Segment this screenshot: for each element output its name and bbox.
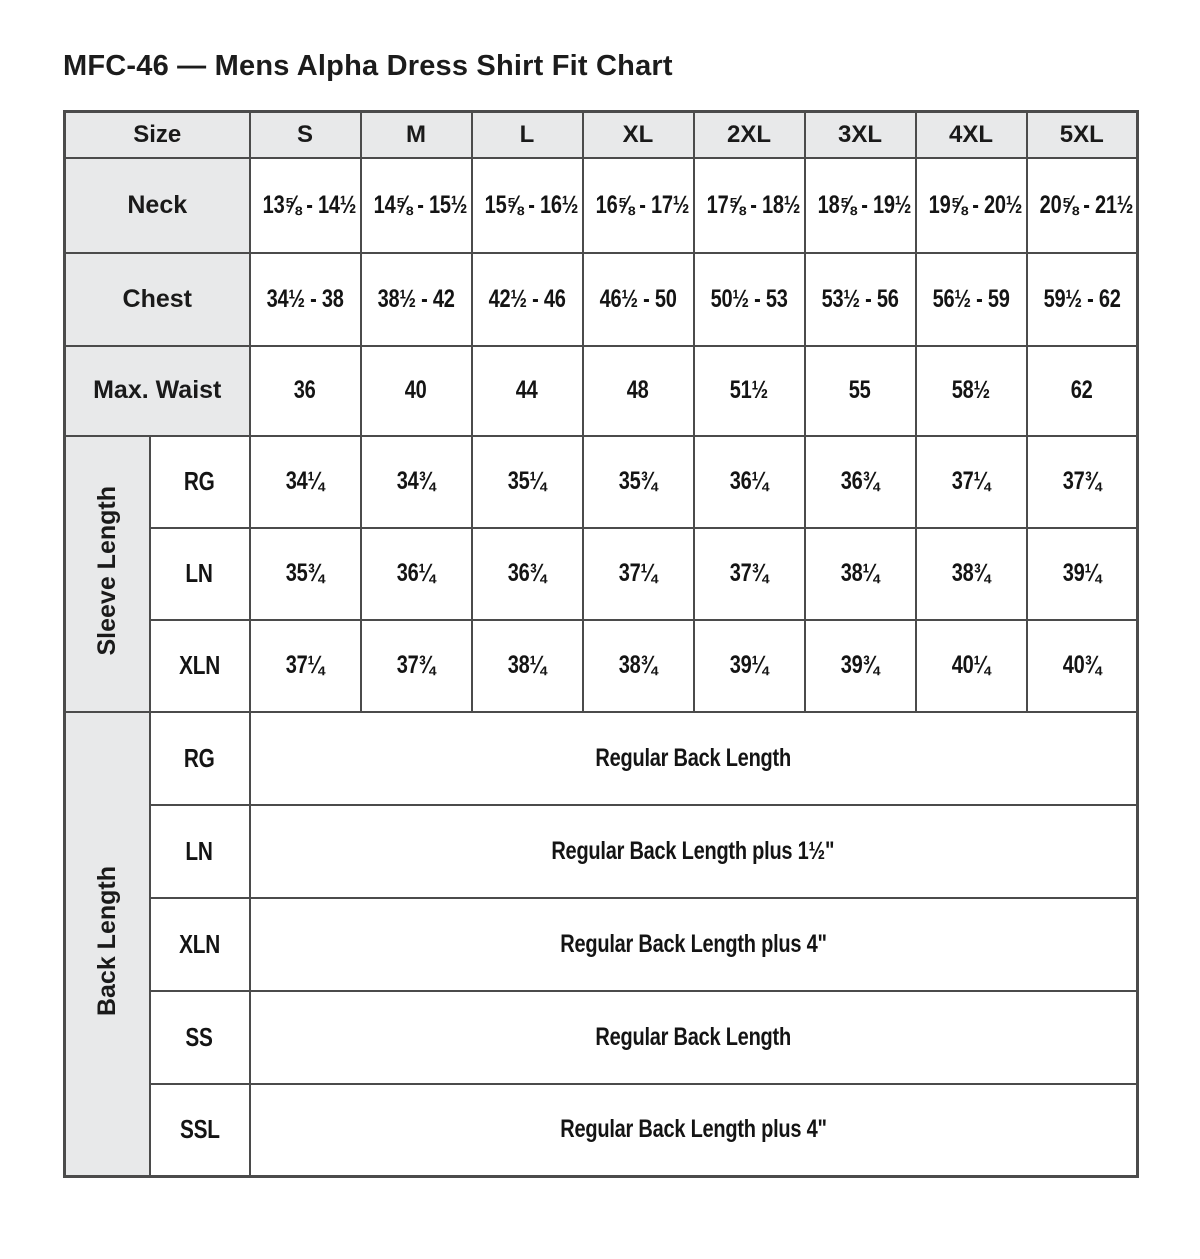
back-length-label-cell: [65, 712, 150, 1177]
sleeve-rg-value: 35¾: [583, 436, 694, 528]
sleeve-rg-value: 37¼: [916, 436, 1027, 528]
sleeve-xln-value: 37¾: [361, 620, 472, 712]
back-ln-text: Regular Back Length plus 1½": [250, 805, 1138, 898]
max-waist-value: 55: [805, 346, 916, 436]
sleeve-row-code: LN: [150, 528, 250, 620]
sleeve-ln-value: 37¾: [694, 528, 805, 620]
back-ss-row: [65, 991, 1138, 1084]
chest-value: 59½ - 62: [1027, 253, 1138, 346]
neck-value: 18⅝ - 19½: [805, 158, 916, 253]
neck-label: Neck: [65, 158, 250, 253]
sleeve-row-code: XLN: [150, 620, 250, 712]
sleeve-xln-value: 38¾: [583, 620, 694, 712]
header-row: [65, 112, 1138, 158]
back-ssl-row: [65, 1084, 1138, 1177]
chest-value: 46½ - 50: [583, 253, 694, 346]
back-row-code: LN: [150, 805, 250, 898]
sleeve-xln-value: 38¼: [472, 620, 583, 712]
sleeve-rg-row: [65, 436, 1138, 528]
sleeve-ln-value: 37¼: [583, 528, 694, 620]
sleeve-xln-value: 37¼: [250, 620, 361, 712]
max-waist-label: Max. Waist: [65, 346, 250, 436]
back-xln-text: Regular Back Length plus 4": [250, 898, 1138, 991]
sleeve-rg-value: 35¼: [472, 436, 583, 528]
chest-value: 56½ - 59: [916, 253, 1027, 346]
sleeve-rg-value: 34¼: [250, 436, 361, 528]
back-length-label: Back Length: [92, 866, 121, 1017]
max-waist-value: 62: [1027, 346, 1138, 436]
back-rg-text: Regular Back Length: [250, 712, 1138, 805]
size-col-header: 5XL: [1027, 112, 1138, 158]
sleeve-rg-value: 36¾: [805, 436, 916, 528]
sleeve-ln-value: 35¾: [250, 528, 361, 620]
sleeve-rg-value: 37¾: [1027, 436, 1138, 528]
neck-value: 17⅝ - 18½: [694, 158, 805, 253]
sleeve-xln-value: 39¾: [805, 620, 916, 712]
back-row-code: SS: [150, 991, 250, 1084]
chest-value: 53½ - 56: [805, 253, 916, 346]
sleeve-ln-value: 36¼: [361, 528, 472, 620]
neck-value: 15⅝ - 16½: [472, 158, 583, 253]
max-waist-value: 36: [250, 346, 361, 436]
back-row-code: RG: [150, 712, 250, 805]
size-col-header: S: [250, 112, 361, 158]
back-ln-row: [65, 805, 1138, 898]
max-waist-value: 48: [583, 346, 694, 436]
sleeve-length-label: Sleeve Length: [92, 486, 121, 656]
neck-value: 14⅝ - 15½: [361, 158, 472, 253]
sleeve-rg-value: 36¼: [694, 436, 805, 528]
back-ssl-text: Regular Back Length plus 4": [250, 1084, 1138, 1177]
page-title: MFC-46 — Mens Alpha Dress Shirt Fit Chart: [63, 50, 673, 82]
back-ss-text: Regular Back Length: [250, 991, 1138, 1084]
back-rg-row: [65, 712, 1138, 805]
neck-value: 19⅝ - 20½: [916, 158, 1027, 253]
sleeve-xln-value: 39¼: [694, 620, 805, 712]
chest-value: 34½ - 38: [250, 253, 361, 346]
chest-value: 50½ - 53: [694, 253, 805, 346]
neck-value: 13⅝ - 14½: [250, 158, 361, 253]
neck-value: 16⅝ - 17½: [583, 158, 694, 253]
sleeve-ln-value: 36¾: [472, 528, 583, 620]
max-waist-row: [65, 346, 1138, 436]
sleeve-xln-row: [65, 620, 1138, 712]
sleeve-ln-row: [65, 528, 1138, 620]
sleeve-ln-value: 38¼: [805, 528, 916, 620]
chest-value: 42½ - 46: [472, 253, 583, 346]
sleeve-xln-value: 40¼: [916, 620, 1027, 712]
neck-value: 20⅝ - 21½: [1027, 158, 1138, 253]
sleeve-row-code: RG: [150, 436, 250, 528]
sleeve-ln-value: 39¼: [1027, 528, 1138, 620]
sleeve-ln-value: 38¾: [916, 528, 1027, 620]
chest-row: [65, 253, 1138, 346]
neck-row: [65, 158, 1138, 253]
sleeve-xln-value: 40¾: [1027, 620, 1138, 712]
size-col-header: 4XL: [916, 112, 1027, 158]
chest-value: 38½ - 42: [361, 253, 472, 346]
size-col-header: M: [361, 112, 472, 158]
size-col-header: XL: [583, 112, 694, 158]
size-header-cell: Size: [65, 112, 250, 158]
max-waist-value: 40: [361, 346, 472, 436]
back-xln-row: [65, 898, 1138, 991]
sleeve-rg-value: 34¾: [361, 436, 472, 528]
back-row-code: XLN: [150, 898, 250, 991]
back-row-code: SSL: [150, 1084, 250, 1177]
chest-label: Chest: [65, 253, 250, 346]
max-waist-value: 44: [472, 346, 583, 436]
size-col-header: 3XL: [805, 112, 916, 158]
size-col-header: L: [472, 112, 583, 158]
size-col-header: 2XL: [694, 112, 805, 158]
max-waist-value: 58½: [916, 346, 1027, 436]
max-waist-value: 51½: [694, 346, 805, 436]
sleeve-length-label-cell: [65, 436, 150, 712]
fit-chart-table: [63, 110, 1139, 1178]
